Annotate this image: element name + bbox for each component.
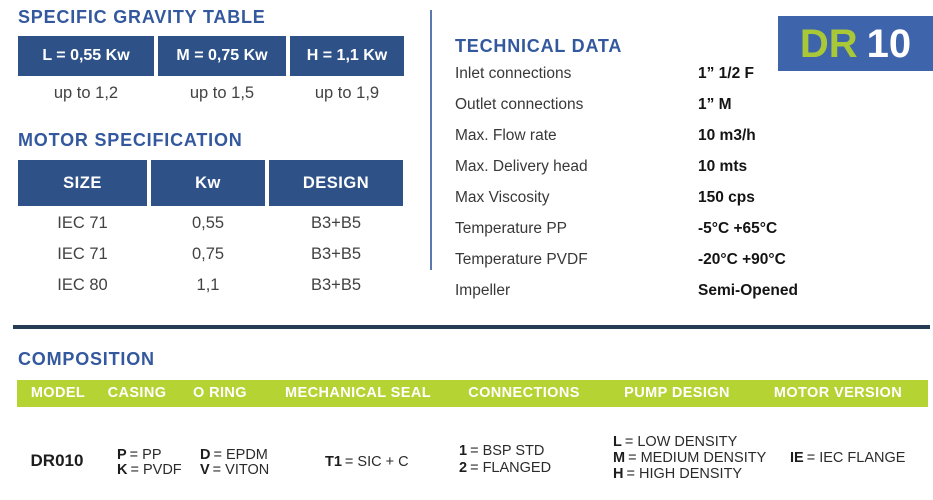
tech-label: Temperature PP xyxy=(455,220,567,237)
tech-label: Inlet connections xyxy=(455,65,572,82)
motor-kw-cell: 0,75 xyxy=(191,245,225,263)
tech-value: Semi-Opened xyxy=(698,282,798,299)
specific-gravity-title: SPECIFIC GRAVITY TABLE xyxy=(18,7,266,27)
composition-header-bar xyxy=(17,380,928,407)
kv-line: P = PP xyxy=(117,447,162,463)
kv-line: 2 = FLANGED xyxy=(459,460,552,476)
composition-connections xyxy=(459,443,551,477)
specific-gravity-header-row xyxy=(18,36,404,76)
motor-spec-rows xyxy=(18,208,403,301)
composition-column-header: CASING xyxy=(107,385,167,401)
motor-design-cell: B3+B5 xyxy=(311,214,361,232)
kv-line: IE = IEC FLANGE xyxy=(790,450,906,466)
tech-label: Max. Delivery head xyxy=(455,158,588,175)
kv-line: D = EPDM xyxy=(200,447,268,463)
tech-value: -20°C +90°C xyxy=(698,251,786,268)
tech-data-row xyxy=(455,151,785,182)
tech-value: -5°C +65°C xyxy=(698,220,778,237)
product-badge xyxy=(778,16,933,71)
technical-data-list xyxy=(455,58,798,306)
technical-data-title: TECHNICAL DATA xyxy=(455,36,623,56)
badge-number: 10 xyxy=(866,21,912,66)
table-row xyxy=(18,239,403,270)
composition-mechanical-seal xyxy=(325,455,409,470)
sg-value-cell: up to 1,5 xyxy=(189,84,255,102)
composition-title: COMPOSITION xyxy=(18,349,155,369)
motor-spec-header-row xyxy=(18,160,403,206)
motor-specification-title: MOTOR SPECIFICATION xyxy=(18,130,243,150)
motor-header-cell: DESIGN xyxy=(269,160,403,206)
specific-gravity-value-row xyxy=(18,80,404,106)
tech-value: 10 m3/h xyxy=(698,127,756,144)
tech-data-row xyxy=(455,213,785,244)
kv-line: L = LOW DENSITY xyxy=(613,434,738,450)
sg-header-cell: H = 1,1 Kw xyxy=(290,36,404,76)
composition-column-header: O RING xyxy=(193,385,247,401)
sg-header-cell: L = 0,55 Kw xyxy=(18,36,154,76)
composition-column-header: MODEL xyxy=(30,385,86,401)
motor-size-cell: IEC 80 xyxy=(57,276,108,294)
motor-size-cell: IEC 71 xyxy=(57,214,108,232)
tech-data-row xyxy=(455,182,785,213)
tech-data-row xyxy=(455,275,798,306)
composition-pump-design xyxy=(613,434,766,482)
composition-o-ring xyxy=(200,448,269,478)
sg-header-cell: M = 0,75 Kw xyxy=(158,36,286,76)
tech-value: 1” M xyxy=(698,96,732,113)
motor-header-cell: Kw xyxy=(151,160,265,206)
motor-design-cell: B3+B5 xyxy=(311,276,361,294)
tech-data-row xyxy=(455,58,785,89)
kv-line: M = MEDIUM DENSITY xyxy=(613,450,767,466)
tech-label: Max. Flow rate xyxy=(455,127,557,144)
motor-kw-cell: 1,1 xyxy=(196,276,220,294)
composition-casing xyxy=(117,448,182,478)
composition-column-header: MECHANICAL SEAL xyxy=(285,385,431,401)
composition-column-header: MOTOR VERSION xyxy=(773,385,903,401)
table-row xyxy=(18,208,403,239)
motor-design-cell: B3+B5 xyxy=(311,245,361,263)
motor-size-cell: IEC 71 xyxy=(57,245,108,263)
composition-column-header: PUMP DESIGN xyxy=(624,385,730,401)
motor-kw-cell: 0,55 xyxy=(191,214,225,232)
motor-header-cell: SIZE xyxy=(18,160,147,206)
composition-motor-version xyxy=(790,451,905,466)
kv-line: V = VITON xyxy=(200,462,270,478)
tech-data-row xyxy=(455,244,785,275)
tech-value: 1” 1/2 F xyxy=(698,65,754,82)
tech-data-row xyxy=(455,120,785,151)
composition-column-header: CONNECTIONS xyxy=(468,385,580,401)
tech-label: Temperature PVDF xyxy=(455,251,588,268)
tech-label: Impeller xyxy=(455,282,511,299)
kv-line: 1 = BSP STD xyxy=(459,443,545,459)
composition-model: DR010 xyxy=(30,451,84,470)
tech-label: Outlet connections xyxy=(455,96,584,113)
kv-line: H = HIGH DENSITY xyxy=(613,466,743,482)
tech-value: 150 cps xyxy=(698,189,755,206)
kv-line: K = PVDF xyxy=(117,462,182,478)
tech-label: Max Viscosity xyxy=(455,189,550,206)
sg-value-cell: up to 1,2 xyxy=(53,84,119,102)
kv-line: T1 = SIC + C xyxy=(325,454,409,470)
table-row xyxy=(18,270,403,301)
tech-data-row xyxy=(455,89,785,120)
sg-value-cell: up to 1,9 xyxy=(314,84,380,102)
column-divider xyxy=(430,10,432,270)
tech-value: 10 mts xyxy=(698,158,748,175)
badge-prefix: DR xyxy=(799,21,858,66)
section-divider xyxy=(13,325,930,329)
